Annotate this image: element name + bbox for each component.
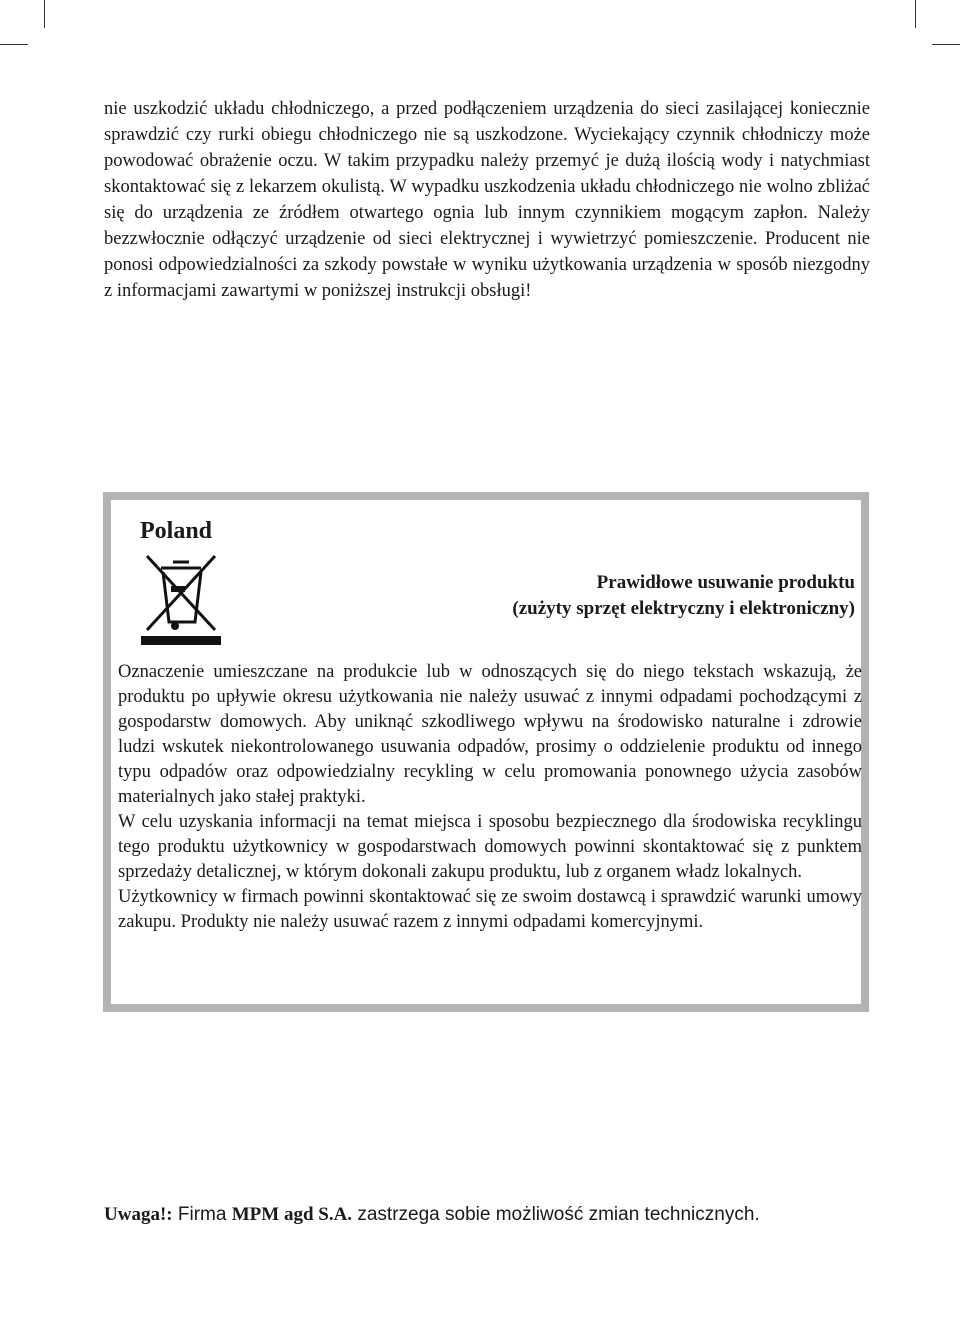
crop-mark-top-right-h bbox=[932, 44, 960, 45]
disposal-title bbox=[512, 570, 855, 622]
disposal-paragraph-2: W celu uzyskania informacji na temat miejsca i sposobu bezpiecznego dla środowiska recyklingu tego produktu użytkownicy w gospodarstwach domowych powinni skontaktować się z punktem sprzedaży detalicznej, w którym dokonali zakupu produktu, lub z organem władz lokalnych. bbox=[118, 812, 862, 882]
crossed-out-wheelie-bin-icon bbox=[133, 548, 225, 648]
disposal-title-line1: Prawidłowe usuwanie produktu bbox=[596, 572, 855, 593]
country-label: Poland bbox=[140, 518, 213, 544]
crop-mark-top-left-v bbox=[44, 0, 45, 28]
crop-mark-top-left-h bbox=[0, 44, 28, 45]
notice-suffix: zastrzega sobie możliwość zmian technicznych. bbox=[357, 1204, 760, 1225]
notice-label: Uwaga!: bbox=[104, 1204, 173, 1225]
disposal-info-box bbox=[103, 492, 869, 1012]
disposal-paragraph-1: Oznaczenie umieszczane na produkcie lub w odnoszących się do niego tekstach wskazują, że produktu po upływie okresu użytkowania nie należy usuwać z innymi odpadami pochodzącymi z gospodarstw domowych. Aby uniknąć szkodliwego wpływu na środowisko naturalne i zdrowie ludzi wskutek niekontrolowanego usuwania odpadów, prosimy o oddzielenie produktu od innego typu odpadów oraz odpowiedzialny recykling w celu promowania ponownego użycia zasobów materialnych jako stałej praktyki. bbox=[118, 662, 862, 807]
disposal-body bbox=[118, 660, 862, 935]
disposal-title-line2: (zużyty sprzęt elektryczny i elektroniczny) bbox=[512, 598, 855, 619]
disposal-paragraph-3: Użytkownicy w firmach powinni skontaktować się ze swoim dostawcą i sprawdzić warunki umowy zakupu. Produkty nie należy usuwać razem z innymi odpadami komercyjnymi. bbox=[118, 887, 862, 932]
notice-prefix: Firma bbox=[177, 1204, 227, 1225]
technical-changes-notice bbox=[104, 1204, 760, 1226]
crop-mark-top-right-v bbox=[915, 0, 916, 28]
company-name: MPM agd S.A. bbox=[231, 1204, 353, 1225]
intro-paragraph: nie uszkodzić układu chłodniczego, a przed podłączeniem urządzenia do sieci zasilającej koniecznie sprawdzić czy rurki obiegu chłodniczego nie są uszkodzone. Wyciekający czynnik chłodniczy może powodować obrażenie oczu. W takim przypadku należy przemyć je dużą ilością wody i natychmiast skontaktować się z lekarzem okulistą. W wypadku uszkodzenia układu chłodniczego nie wolno zbliżać się do urządzenia ze źródłem otwartego ognia lub innym czynnikiem mogącym zapłon. Należy bezzwłocznie odłączyć urządzenie od sieci elektrycznej i wywietrzyć pomieszczenie. Producent nie ponosi odpowiedzialności za szkody powstałe w wyniku użytkowania urządzenia w sposób niezgodny z informacjami zawartymi w poniższej instrukcji obsługi! bbox=[104, 99, 870, 301]
